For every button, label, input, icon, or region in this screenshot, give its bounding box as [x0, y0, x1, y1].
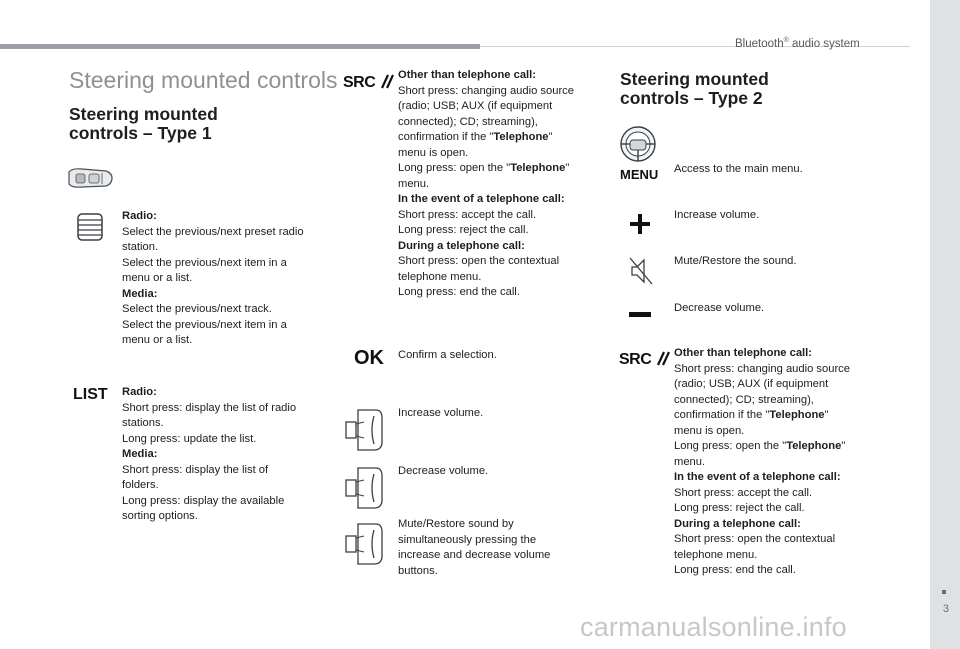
text-line: Select the previous/next item in a	[122, 256, 287, 269]
watermark: carmanualsonline.info	[580, 612, 847, 642]
text-line: Long press: end the call.	[398, 286, 520, 298]
type1-heading	[69, 105, 218, 143]
plus-icon	[629, 213, 651, 235]
middle-mute-description	[398, 517, 598, 579]
type1-list-description	[122, 385, 332, 525]
text-line: sorting options.	[122, 510, 198, 522]
text-line: Media:	[122, 448, 158, 460]
text-line: connected); CD; streaming),	[398, 115, 538, 128]
text-line: Short press: accept the call.	[398, 208, 537, 221]
text-fragment: confirmation if the "	[398, 131, 494, 143]
mute-icon	[628, 256, 654, 286]
text-line: During a telephone call:	[398, 239, 525, 252]
text-fragment-bold: Telephone	[769, 409, 825, 421]
text-line: Select the previous/next item in a	[122, 318, 287, 331]
text-line: Select the previous/next preset radio	[122, 225, 304, 238]
thumbwheel-up-icon	[344, 408, 384, 452]
ok-button-icon: OK	[354, 347, 384, 369]
text-fragment: "	[548, 131, 553, 143]
type2-heading-line1: Steering mounted	[620, 69, 769, 89]
type2-src-description	[674, 346, 874, 579]
text-line: Long press: reject the call.	[398, 224, 529, 236]
text-line: Long press: display the available	[122, 494, 285, 507]
page-edge-strip	[930, 0, 960, 649]
type1-heading-line1: Steering mounted	[69, 104, 218, 124]
text-line: Select the previous/next track.	[122, 303, 272, 315]
text-line	[398, 161, 598, 177]
text-line	[398, 130, 598, 146]
middle-src-description	[398, 68, 598, 301]
src-button-icon	[343, 73, 396, 92]
text-line: Short press: open the contextual	[398, 255, 560, 267]
text-line: menu is open.	[398, 146, 469, 159]
next-prev-switch-icon	[75, 213, 105, 241]
text-line: In the event of a telephone call:	[398, 193, 565, 205]
type1-radio-media-description	[122, 209, 332, 349]
steering-wheel-icon	[618, 124, 658, 164]
text-line: folders.	[122, 479, 159, 491]
text-line: menu or a list.	[122, 334, 193, 346]
text-fragment: "	[824, 409, 829, 421]
text-line: menu or a list.	[122, 272, 193, 284]
text-fragment: confirmation if the "	[674, 409, 770, 421]
text-fragment: Long press: open the "	[398, 162, 511, 174]
ok-description: Confirm a selection.	[398, 349, 497, 361]
text-line: buttons.	[398, 564, 438, 577]
text-fragment-bold: Telephone	[493, 131, 549, 143]
text-line: Short press: changing audio source	[674, 362, 851, 375]
header-title-sup: ®	[783, 37, 789, 44]
text-line: Short press: open the contextual	[674, 533, 836, 545]
text-line: menu is open.	[674, 424, 745, 437]
header-title-text: Bluetooth	[735, 37, 784, 50]
text-line: Long press: update the list.	[122, 432, 257, 445]
section-header	[735, 37, 860, 50]
type2-decrease-description: Decrease volume.	[674, 302, 765, 314]
type2-mute-description: Mute/Restore the sound.	[674, 255, 797, 267]
text-line: telephone menu.	[674, 548, 758, 561]
menu-description: Access to the main menu.	[674, 163, 803, 175]
src-slash-icon	[656, 350, 672, 366]
src-label: SRC	[619, 351, 652, 368]
text-line: stations.	[122, 417, 164, 429]
text-line: telephone menu.	[398, 270, 482, 283]
src-slash-icon	[380, 73, 396, 89]
text-line: menu.	[674, 455, 706, 468]
text-line: Long press: end the call.	[674, 564, 796, 576]
menu-button-icon: MENU	[620, 167, 659, 182]
steering-column-stalk-icon	[66, 166, 114, 190]
page-number: 3	[942, 603, 949, 615]
page-title: Steering mounted controls	[69, 67, 338, 93]
type2-heading	[620, 70, 769, 108]
text-fragment-bold: Telephone	[786, 440, 842, 452]
text-line: Long press: reject the call.	[674, 502, 805, 514]
text-line: Other than telephone call:	[398, 69, 536, 81]
middle-decrease-description: Decrease volume.	[398, 465, 489, 477]
text-line: (radio; USB; AUX (if equipment	[674, 378, 829, 390]
text-line	[674, 408, 874, 424]
text-line: connected); CD; streaming),	[674, 393, 814, 406]
text-fragment: "	[841, 440, 846, 452]
text-line: (radio; USB; AUX (if equipment	[398, 100, 553, 112]
type2-heading-line2: controls – Type 2	[620, 88, 763, 108]
type2-increase-description: Increase volume.	[674, 209, 760, 221]
type2-src-button-icon	[619, 350, 672, 369]
text-line: menu.	[398, 177, 430, 190]
text-fragment: Long press: open the "	[674, 440, 787, 452]
text-fragment-bold: Telephone	[510, 162, 566, 174]
header-title-rest: audio system	[788, 37, 860, 50]
middle-increase-description: Increase volume.	[398, 407, 484, 419]
text-line: Short press: display the list of	[122, 463, 269, 476]
list-button-icon: LIST	[73, 386, 108, 403]
text-line: Radio:	[122, 386, 157, 398]
text-line: Media:	[122, 287, 158, 300]
text-line: increase and decrease volume	[398, 549, 551, 561]
text-line: Radio:	[122, 210, 157, 222]
src-label: SRC	[343, 74, 376, 91]
text-line: station.	[122, 241, 159, 253]
text-line: Other than telephone call:	[674, 347, 812, 359]
text-line: Short press: changing audio source	[398, 84, 575, 97]
type1-heading-line2: controls – Type 1	[69, 123, 212, 143]
header-rule	[0, 44, 480, 49]
page-marker	[942, 590, 946, 594]
minus-icon	[629, 312, 651, 317]
thumbwheel-press-icon	[344, 522, 384, 566]
text-fragment: "	[565, 162, 570, 174]
text-line: Short press: display the list of radio	[122, 401, 297, 414]
text-line: simultaneously pressing the	[398, 533, 537, 546]
text-line	[674, 439, 874, 455]
text-line: During a telephone call:	[674, 517, 801, 530]
text-line: Mute/Restore sound by	[398, 518, 514, 530]
text-line: Short press: accept the call.	[674, 486, 813, 499]
text-line: In the event of a telephone call:	[674, 471, 841, 483]
thumbwheel-down-icon	[344, 466, 384, 510]
